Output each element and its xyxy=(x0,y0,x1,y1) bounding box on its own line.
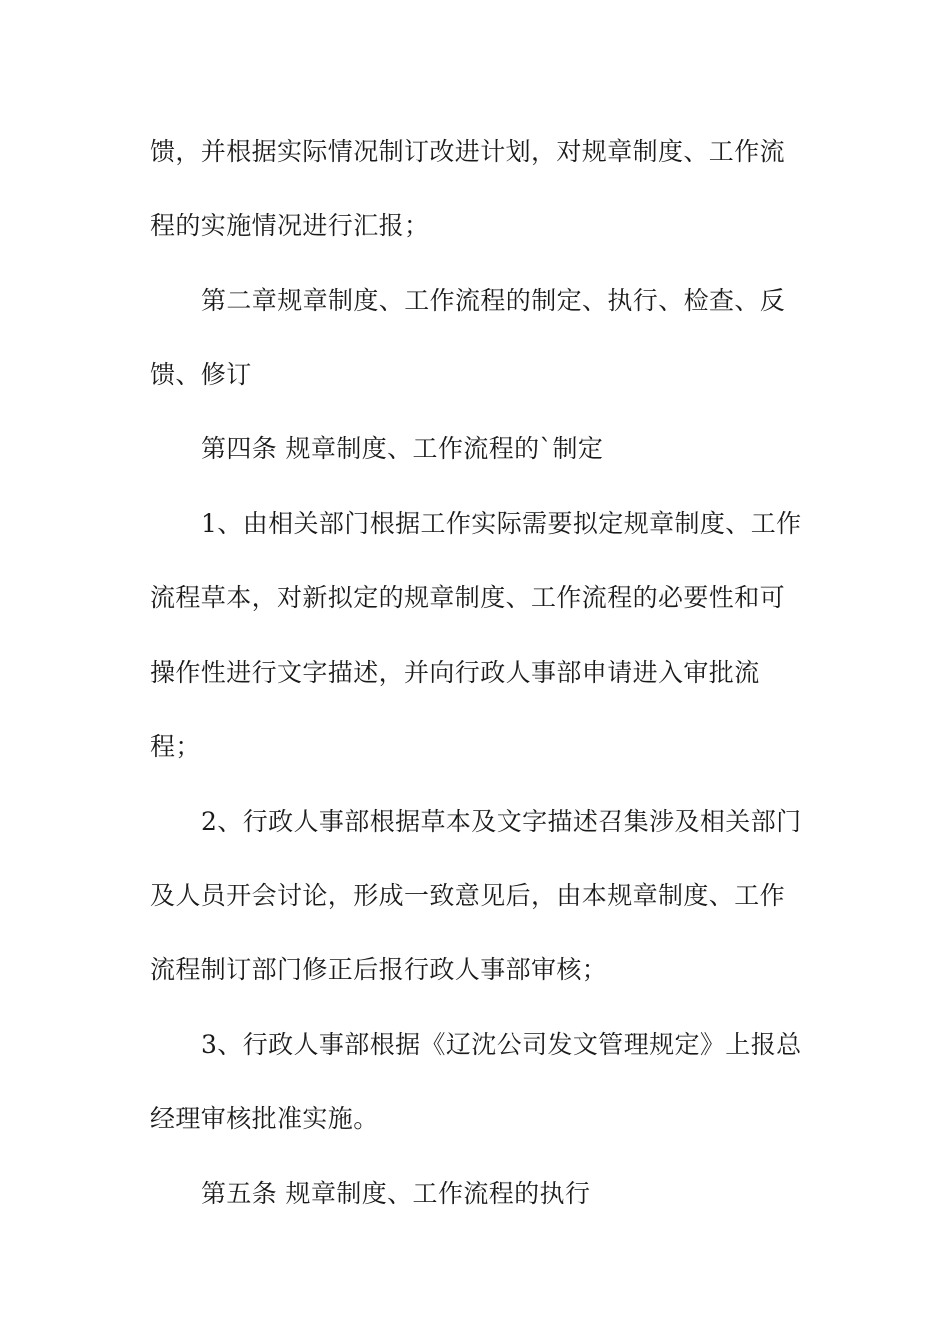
text-line: 及人员开会讨论，形成一致意见后，由本规章制度、工作 xyxy=(150,881,786,910)
text-line: 流程草本，对新拟定的规章制度、工作流程的必要性和可 xyxy=(150,583,786,612)
article-heading: 第四条 规章制度、工作流程的`制定 xyxy=(201,434,604,463)
article-heading: 第五条 规章制度、工作流程的执行 xyxy=(201,1179,591,1208)
text-line: 程； xyxy=(150,732,201,761)
text-line: 程的实施情况进行汇报； xyxy=(150,211,430,240)
text-line: 2、行政人事部根据草本及文字描述召集涉及相关部门 xyxy=(201,807,802,836)
chapter-heading-continued: 馈、修订 xyxy=(150,360,252,389)
text-line: 3、行政人事部根据《辽沈公司发文管理规定》上报总 xyxy=(201,1030,802,1059)
text-line: 1、由相关部门根据工作实际需要拟定规章制度、工作 xyxy=(201,509,802,538)
chapter-heading: 第二章规章制度、工作流程的制定、执行、检查、反 xyxy=(201,286,786,315)
text-line: 操作性进行文字描述，并向行政人事部申请进入审批流 xyxy=(150,658,760,687)
text-line: 经理审核批准实施。 xyxy=(150,1104,379,1133)
text-line: 馈，并根据实际情况制订改进计划，对规章制度、工作流 xyxy=(150,137,786,166)
text-line: 流程制订部门修正后报行政人事部审核； xyxy=(150,955,608,984)
